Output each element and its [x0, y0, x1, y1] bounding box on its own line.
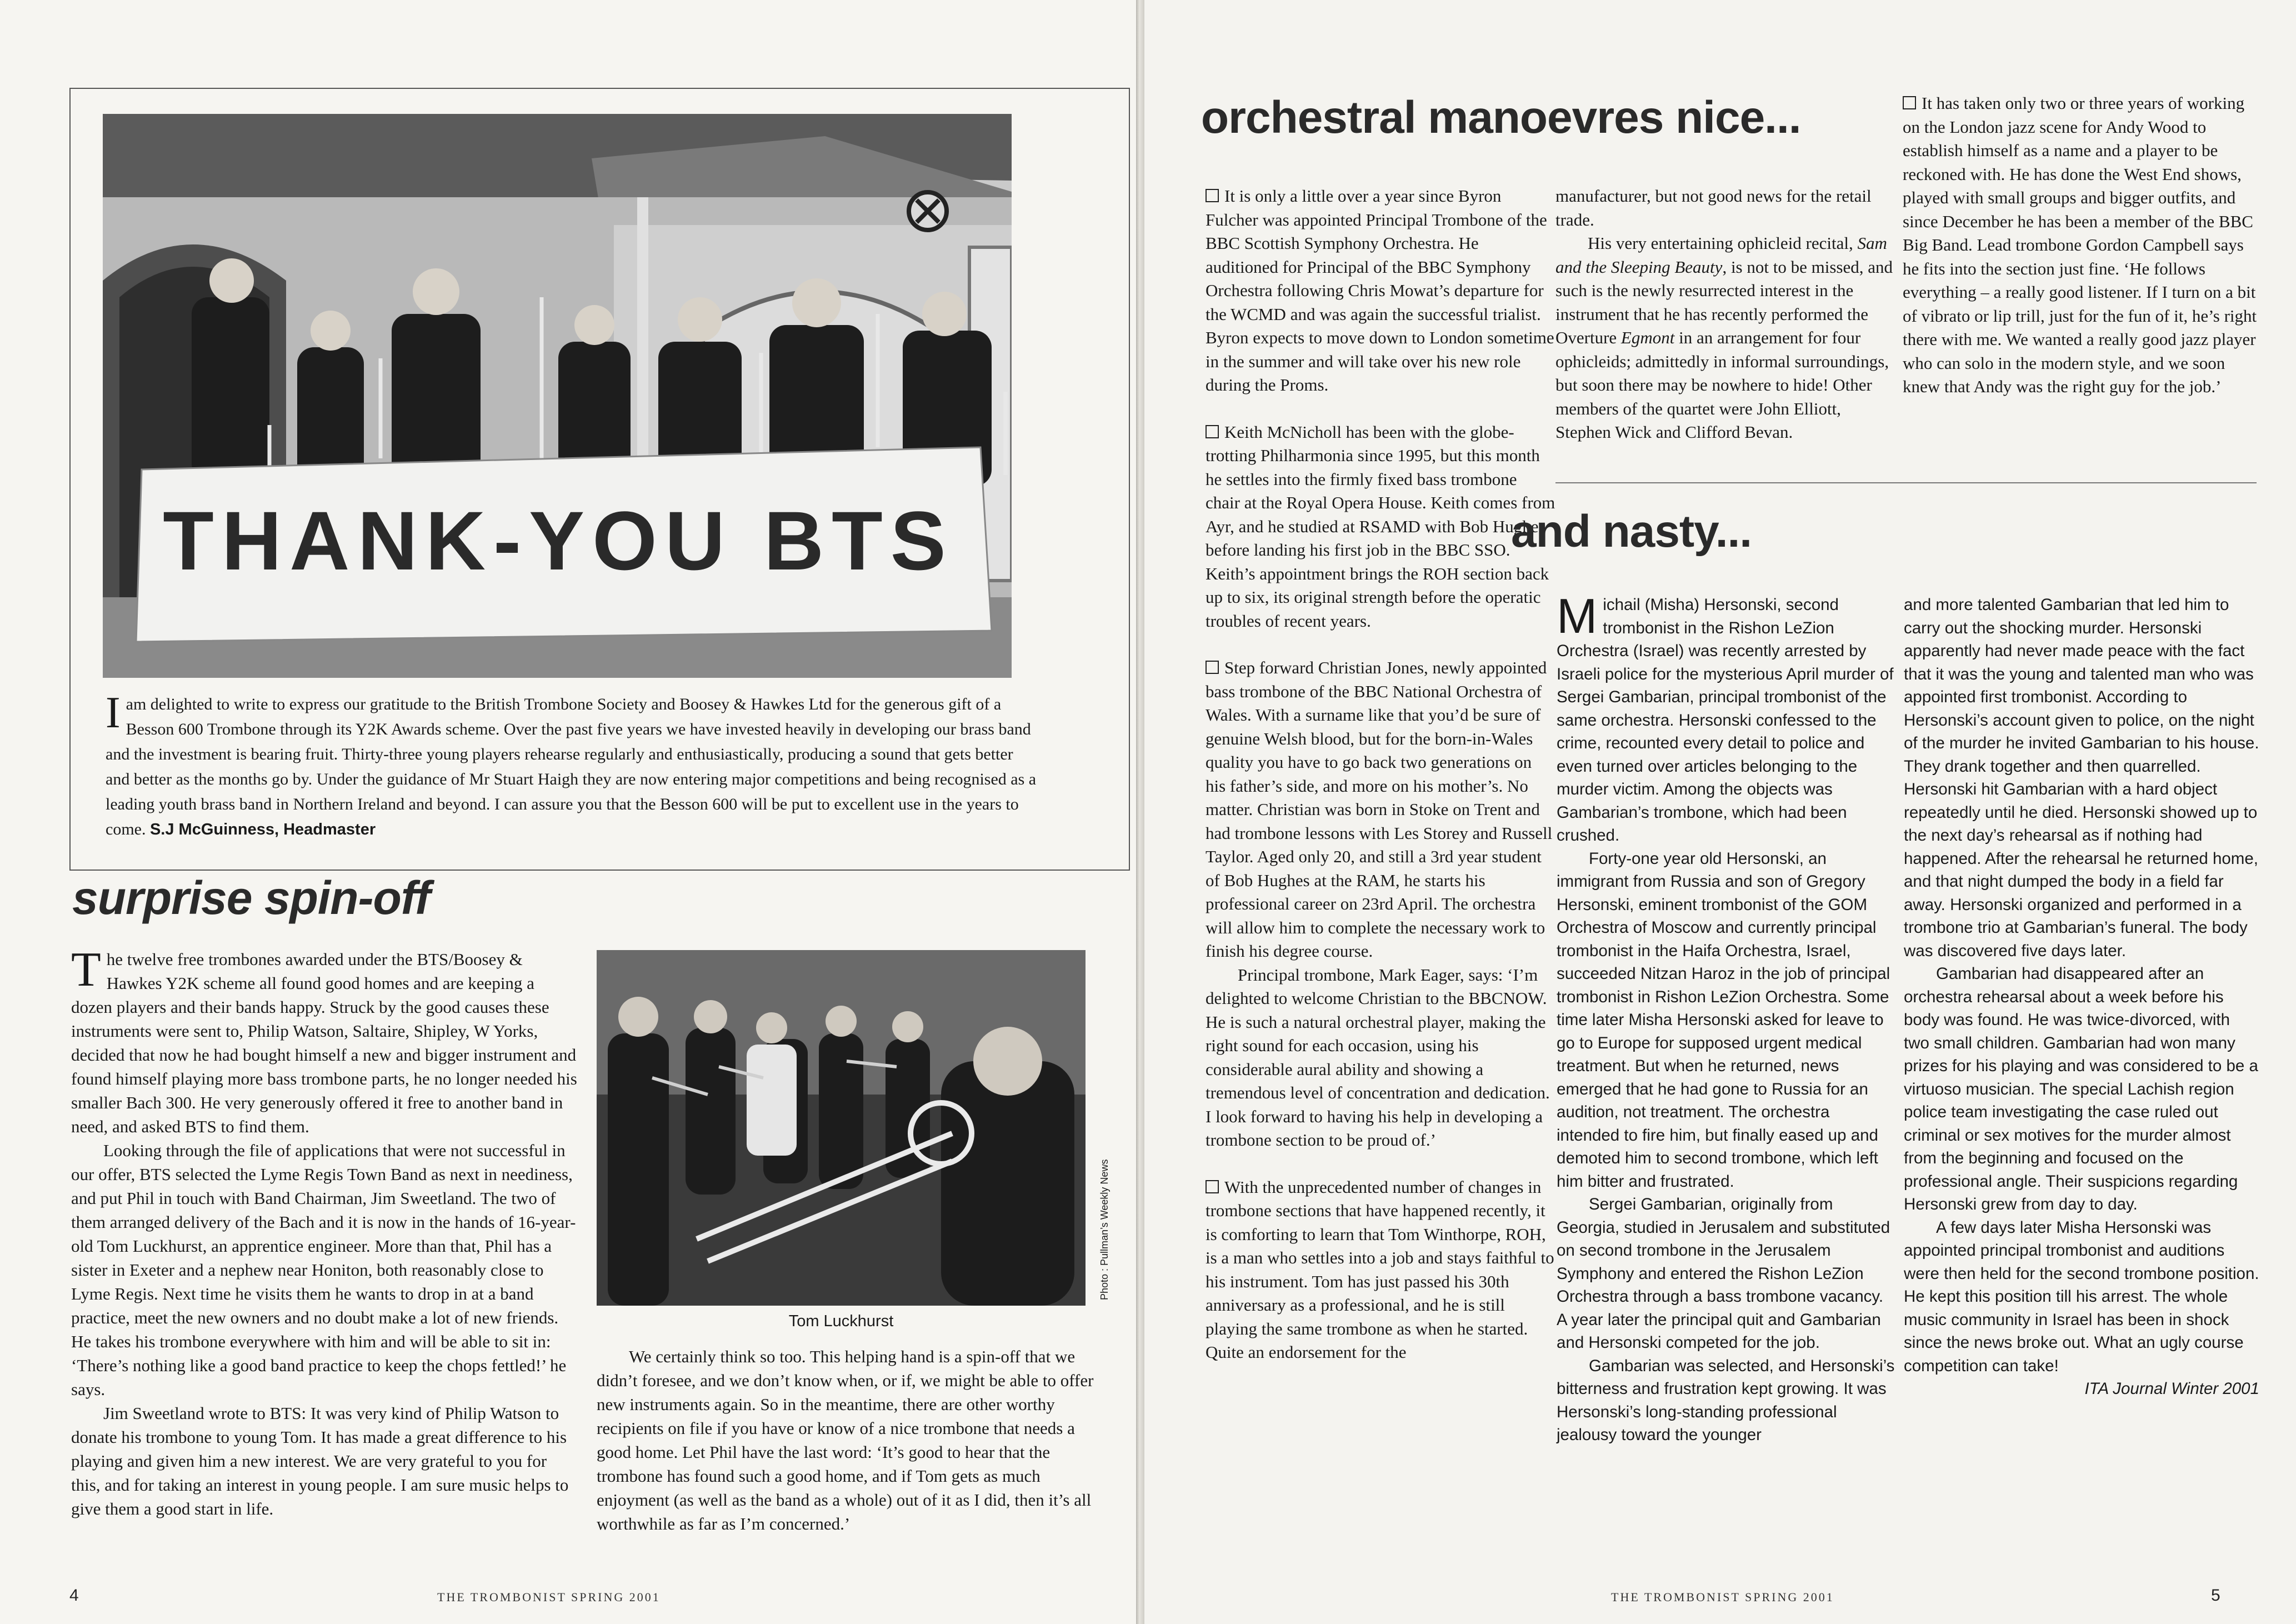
nice-c2a: manufacturer, but not good news for the retail trade. [1555, 186, 1872, 229]
left-page-number: 4 [69, 1586, 79, 1605]
bullet-box-icon [1205, 189, 1219, 202]
nice-column-1 [1205, 184, 1555, 1365]
nasty-p1: ichail (Misha) Hersonski, second trombonist in the Rishon LeZion Orchestra (Israel) was recently arrested by Israeli police for the mysterious April murder of Sergei Gambarian, principal trombonist of the same orchestra. Hersonski confessed to the crime, recounted every detail to police and even turned over articles belonging to the murder victim. Among the objects was Gambarian’s trombone, which had been crushed. [1557, 596, 1894, 845]
right-folio: THE TROMBONIST SPRING 2001 [1611, 1590, 1834, 1604]
students-with-banner-image [103, 114, 1012, 678]
spinoff-p3: Jim Sweetland wrote to BTS: It was very kind of Philip Watson to donate his trombone to young Tom. It has made a great difference to his playing and given him a new interest. We are very grateful to you for this, and for taking an interest in young people. I am sure music helps to give them a good start in life. [71, 1403, 569, 1518]
thank-you-bts-photo [103, 114, 1012, 678]
bullet-box-icon [1205, 1180, 1219, 1193]
nice-c2b-mid: , is not to be missed, and such is the newly resurrected interest in the instrument that he has recently performed the Overture [1555, 257, 1893, 347]
left-page [0, 0, 1136, 1624]
left-folio: THE TROMBONIST SPRING 2001 [437, 1590, 661, 1604]
photo-caption: Tom Luckhurst [788, 1312, 894, 1330]
nasty-column-2 [1904, 593, 2259, 1401]
nasty-p5: and more talented Gambarian that led him to carry out the shocking murder. Hersonski apparently had never made peace with the fact that it was the young and talented man who was appointed first trombonist. According to Hersonski’s account given to police, on the night of the murder he invited Gambarian to his house. They drank together and then quarrelled. Hersonski hit Gambarian with a hard object repeatedly until he died. Hersonski showed up to the next day’s rehearsal as if nothing had happened. After the rehearsal he returned home, and that night dumped the body in a field far away. Hersonski organized and performed in a trombone trio at Gambarian’s funeral. The body was discovered five days later. [1904, 596, 2259, 960]
right-page-number: 5 [2211, 1586, 2220, 1605]
nice-b4: With the unprecedented number of changes in trombone sections that have happened recently, it is comforting to learn that Tom Winthorpe, ROH, is a man who settles into a job and stays faithful to his instrument. Tom has just passed his 30th anniversary as a professional, and he is still playing the same trombone as when he started. Quite an endorsement for the [1205, 1177, 1554, 1362]
bullet-box-icon [1903, 96, 1916, 109]
spine [1136, 0, 1144, 1624]
spinoff-dropcap: T [71, 943, 101, 997]
nasty-column-1 [1557, 588, 1897, 1447]
nice-headline: orchestral manoevres nice... [1201, 92, 1801, 143]
letter-text: am delighted to write to express our gratitude to the British Trombone Society and Boosey & Hawkes Ltd for the generous gift of a Besson 600 Trombone through its Y2K Awards scheme. Over the past five years we have invested heavily in developing our brass band and the investment is bearing fruit. Thirty-three young players rehearse regularly and enthusiastically, producing a sound that gets better and better as the months go by. Under the guidance of Mr Stuart Haigh they are now entering major competitions and being recognised as a leading youth brass band in Northern Ireland and beyond. I can assure you that the Besson 600 will be put to excellent use in the years to come. [106, 695, 1037, 838]
nice-c3: It has taken only two or three years of working on the London jazz scene for Andy Wood to establish himself as a name and a player to be reckoned with. He has done the West End shows, played with small groups and bigger outfits, and since December he has been a member of the BBC Big Band. Lead trombone Gordon Campbell says he fits into the section just fine. ‘He follows everything – a really good listener. If I turn on a bit of vibrato or lip trill, just for the fun of it, he’s right there with me. We wanted a really good jazz player who can solo in the modern style, and we soon knew that Andy was the right guy for the job.’ [1903, 93, 2257, 396]
nasty-dropcap: M [1557, 588, 1598, 643]
bullet-box-icon [1205, 425, 1219, 438]
recital-title: Sam and the Sleeping Beauty [1555, 233, 1887, 277]
nice-b2: Keith McNicholl has been with the globe-trotting Philharmonia since 1995, but this month he settles into the firmly fixed bass trombone chair at the Royal Opera House. Keith comes from Ayr, and he studied at RSAMD with Bob Hughes before landing his first job in the BBC SSO. Keith’s appointment brings the ROH section back up to six, its original strength before the operatic troubles of recent years. [1205, 422, 1555, 631]
right-page [1144, 0, 2296, 1624]
nasty-p3: Sergei Gambarian, originally from Georgia, studied in Jerusalem and substituted on second trombone in the Jerusalem Symphony and entered the Rishon LeZion Orchestra through a bass trombone vacancy. A year later the principal quit and Gambarian and Hersonski competed for the job. [1557, 1195, 1890, 1352]
overture-title: Egmont [1620, 328, 1675, 347]
spinoff-p4: We certainly think so too. This helping hand is a spin-off that we didn’t foresee, and we don’t know when, or if, we might be able to offer new instruments again. So in the meantime, there are other worthy recipients on file if you have or know of a nice trombone that needs a good home. Let Phil have the last word: ‘It’s good to hear that the trombone has found such a good home, and if Tom gets as much enjoyment (as well as the band as a whole) out of it as I did, then it’s all worthwhile as far as I’m concerned.’ [597, 1347, 1094, 1533]
nice-column-3 [1903, 92, 2258, 399]
nice-b3b: Principal trombone, Mark Eager, says: ‘I’m delighted to welcome Christian to the BBCNOW. He is such a natural orchestral player, making the right sound for each occasion, using his considerable aural ability and showing a tremendous level of concentration and dedication. [1205, 965, 1550, 1102]
spinoff-column-1 [71, 943, 578, 1521]
bullet-box-icon [1205, 661, 1219, 674]
nice-b3: Step forward Christian Jones, newly appointed bass trombone of the BBC National Orchestra of Wales. With a surname like that you’d be sure of genuine Welsh blood, but for the born-in-Wales quality you have to go back two generations on his father’s side, and more on his mother’s. No matter. Christian was born in Stoke on Trent and had trombone lessons with Les Storey and Russell Taylor. Aged only 20, and still a 3rd year student of Bob Hughes at the RAM, he starts his professional career on 23rd April. The orchestra will allow him to complete the necessary work to finish his degree course. [1205, 658, 1553, 961]
nasty-headline: and nasty... [1511, 506, 1752, 557]
headmaster-letter [106, 688, 1039, 842]
band-rehearsal-image [597, 950, 1086, 1306]
spinoff-p2: Looking through the file of applications that were not successful in our offer, BTS selected the Lyme Regis Town Band as next in neediness, and put Phil in touch with Band Chairman, Jim Sweetland. The two of them arranged delivery of the Bach and it is now in the hands of 16-year-old Tom Luckhurst, an apprentice engineer. More than that, Phil has a sister in Exeter and a nephew near Honiton, both reasonably close to Lyme Regis. Next time he visits them he wants to drop in at a band practice, meet the new owners and no doubt make a lot of new friends. He takes his trombone everywhere with him and will be able to sit in: ‘There’s nothing like a good band practice to keep the chops fettled!’ he says. [71, 1141, 576, 1399]
nasty-p6: Gambarian had disappeared after an orchestra rehearsal about a week before his body was found. He was twice-divorced, with two small children. Gambarian had won many prizes for his playing and was considered to be a virtuoso musician. The special Lachish region police team investigating the case ruled out criminal or sex motives for the murder almost from the beginning and focused on the professional angle. Their suspicions regarding Hersonski grew from day to day. [1904, 965, 2258, 1213]
nasty-source: ITA Journal Winter 2001 [2084, 1380, 2259, 1398]
nice-b1: It is only a little over a year since Byron Fulcher was appointed Principal Trombone of the BBC Scottish Symphony Orchestra. He auditioned for Principal of the BBC Symphony Orchestra following Chris Mowat’s departure for the WCMD and was again the successful trialist. Byron expects to move down to London sometime in the summer and will take over his new role during the Proms. [1205, 186, 1554, 394]
letter-signature: S.J McGuinness, Headmaster [149, 821, 376, 838]
spinoff-headline: surprise spin-off [72, 872, 431, 924]
photo-credit: Photo : Pullman’s Weekly News [1099, 1159, 1110, 1300]
tom-luckhurst-photo [597, 950, 1086, 1306]
spinoff-column-2 [597, 1345, 1099, 1536]
letter-dropcap: I [106, 688, 121, 737]
banner-text: THANK-YOU BTS [163, 494, 954, 587]
nice-c2b-post: in an arrangement for four ophicleids; admittedly in informal surroundings, but soon there may be nowhere to hide! Other members of the quartet were John Elliott, Stephen Wick and Clifford Bevan. [1555, 328, 1889, 442]
nasty-p4: Gambarian was selected, and Hersonski’s bitterness and frustration kept growing. It was Hersonski’s long-standing professional jealousy toward the younger [1557, 1356, 1895, 1444]
nice-b3c: I look forward to having his help in developing a trombone section to be proud of.’ [1205, 1106, 1543, 1150]
nice-c2b-pre: His very entertaining ophicleid recital, [1588, 233, 1858, 253]
spinoff-p1: he twelve free trombones awarded under the BTS/Boosey & Hawkes Y2K scheme all found good homes and are keeping a dozen players and their bands happy. Struck by the good causes these instruments were sent to, Philip Watson, Saltaire, Shipley, W Yorks, decided that now he had bought himself a new and bigger instrument and found himself playing more bass trombone parts, he no longer needed his smaller Bach 300. He very generously offered it free to another band in need, and asked BTS to find them. [71, 950, 577, 1136]
nasty-p2: Forty-one year old Hersonski, an immigrant from Russia and son of Gregory Hersonski, eminent trombonist of the GOM Orchestra of Moscow and currently principal trombonist in the Haifa Orchestra, Israel, succeeded Nitzan Haroz in the job of principal trombonist in Rishon LeZion Orchestra. Some time later Misha Hersonski asked for leave to go to Europe for supposed urgent medical treatment. But when he returned, news emerged that he had gone to Russia for an audition, not treatment. The orchestra intended to fire him, but finally eased up and demoted him to second trombone, which left him bitter and frustrated. [1557, 849, 1890, 1191]
nasty-p7: A few days later Misha Hersonski was appointed principal trombonist and auditions were then held for the second trombone position. He kept this position till his arrest. The whole music community in Israel has been in shock since the news broke out. What an ugly course competition can take! [1904, 1218, 2259, 1375]
section-divider [1555, 482, 2257, 483]
nice-column-2 [1555, 184, 1897, 444]
